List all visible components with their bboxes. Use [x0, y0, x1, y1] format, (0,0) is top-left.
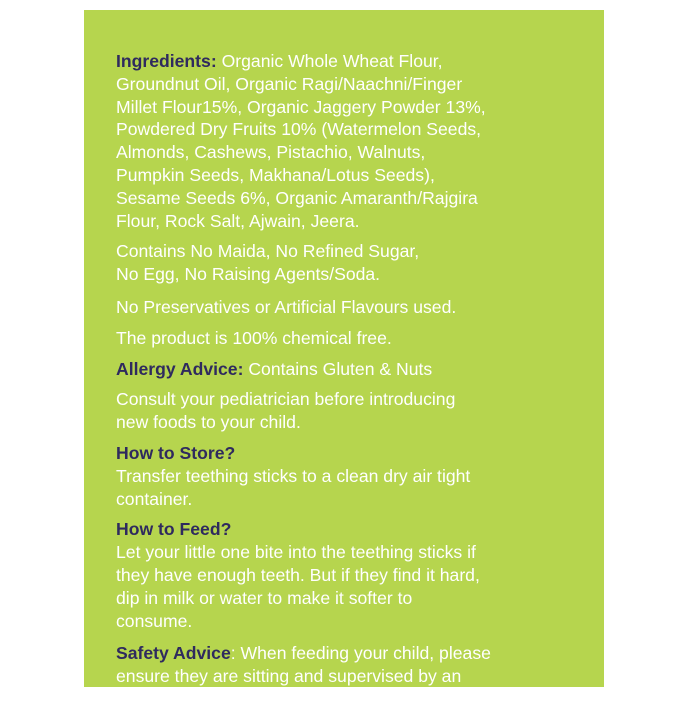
safety-line-2: ensure they are sitting and supervised by an — [116, 666, 462, 687]
label-panel — [84, 10, 604, 709]
preservatives-note: No Preservatives or Artificial Flavours used. — [116, 296, 457, 317]
ingredients-line-3: Millet Flour15%, Organic Jaggery Powder 13%, — [116, 96, 486, 117]
feed-line-1: Let your little one bite into the teething sticks if — [116, 542, 476, 563]
store-section — [116, 442, 582, 510]
ingredients-line-1: Organic Whole Wheat Flour, — [216, 51, 443, 71]
ingredients-line-4: Powdered Dry Fruits 10% (Watermelon Seeds, — [116, 119, 482, 140]
feed-section — [116, 518, 582, 632]
safety-label: Safety Advice — [116, 643, 231, 664]
contains-section — [116, 240, 582, 286]
ingredients-line-7: Sesame Seeds 6%, Organic Amaranth/Rajgira — [116, 187, 478, 208]
store-heading: How to Store? — [116, 442, 236, 463]
allergy-text: Contains Gluten & Nuts — [243, 358, 433, 379]
allergy-section — [116, 358, 582, 381]
feed-heading: How to Feed? — [116, 519, 232, 540]
ingredients-section — [116, 50, 582, 232]
feed-line-3: dip in milk or water to make it softer to — [116, 587, 413, 608]
chemical-free-note: The product is 100% chemical free. — [116, 327, 392, 348]
ingredients-line-8: Flour, Rock Salt, Ajwain, Jeera. — [116, 210, 360, 231]
ingredients-line-6: Pumpkin Seeds, Makhana/Lotus Seeds), — [116, 164, 435, 185]
store-line-2: container. — [116, 488, 193, 509]
contains-line-2: No Egg, No Raising Agents/Soda. — [116, 264, 381, 285]
consult-section — [116, 388, 582, 434]
store-line-1: Transfer teething sticks to a clean dry air tight — [116, 465, 471, 486]
allergy-label: Allergy Advice: — [116, 358, 244, 379]
contains-line-1: Contains No Maida, No Refined Sugar, — [116, 241, 420, 262]
safety-line-3: adult to reduce the risk of choking. — [116, 688, 384, 709]
consult-line-2: new foods to your child. — [116, 412, 301, 433]
consult-line-1: Consult your pediatrician before introducing — [116, 389, 456, 410]
feed-line-4: consume. — [116, 610, 193, 631]
ingredients-line-2: Groundnut Oil, Organic Ragi/Naachni/Finger — [116, 73, 463, 94]
safety-line-1: : When feeding your child, please — [230, 643, 491, 664]
feed-line-2: they have enough teeth. But if they find it hard, — [116, 564, 480, 585]
ingredients-label: Ingredients: — [116, 51, 217, 71]
ingredients-line-5: Almonds, Cashews, Pistachio, Walnuts, — [116, 142, 426, 163]
safety-section — [116, 642, 582, 710]
